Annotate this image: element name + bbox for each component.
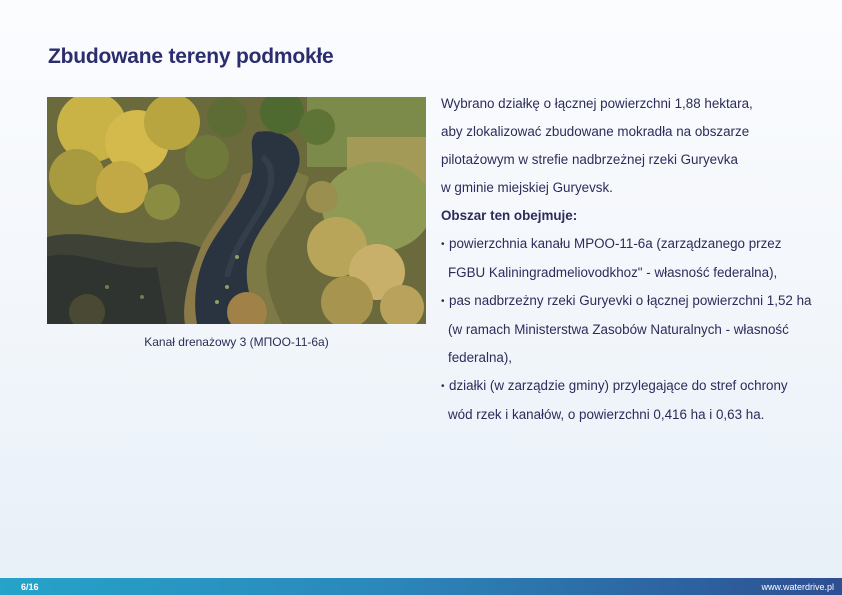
bullet-text: działki (w zarządzie gminy) przylegające do stref ochrony: [449, 378, 788, 393]
intro-line: pilotażowym w strefie nadbrzeżnej rzeki Guryevka: [441, 152, 738, 167]
bullet-icon: •: [441, 239, 445, 250]
aerial-canal-photo: [47, 97, 426, 324]
website-link[interactable]: www.waterdrive.pl: [761, 582, 834, 592]
bullet-text: pas nadbrzeżny rzeki Guryevki o łącznej powierzchni 1,52 ha: [449, 293, 812, 308]
photo-caption: Kanał drenażowy 3 (МПОО-11-6а): [144, 335, 329, 349]
bullet-text: (w ramach Ministerstwa Zasobów Naturalnych - własność: [448, 322, 789, 337]
bullet-item: [441, 230, 831, 287]
bullet-icon: •: [441, 296, 445, 307]
intro-line: Wybrano działkę o łącznej powierzchni 1,88 hektara,: [441, 96, 753, 111]
bullet-text: wód rzek i kanałów, o powierzchni 0,416 ha i 0,63 ha.: [448, 407, 765, 422]
bullet-item: [441, 372, 831, 429]
section-heading: Obszar ten obejmuje:: [441, 208, 578, 223]
bullet-icon: •: [441, 381, 445, 392]
bullet-text: federalna),: [448, 350, 513, 365]
slide-title: Zbudowane tereny podmokłe: [48, 45, 334, 68]
intro-line: aby zlokalizować zbudowane mokradła na obszarze: [441, 124, 750, 139]
bullet-text: powierzchnia kanału MPOO-11-6a (zarządzanego przez: [449, 236, 782, 251]
bullet-item: [441, 287, 831, 372]
bullet-text: FGBU Kaliningradmeliovodkhoz" - własność federalna),: [448, 265, 778, 280]
footer-bar: [0, 578, 842, 595]
page-number: 6/16: [21, 582, 39, 592]
description: [441, 90, 831, 429]
intro-line: w gminie miejskiej Guryevsk.: [441, 180, 613, 195]
